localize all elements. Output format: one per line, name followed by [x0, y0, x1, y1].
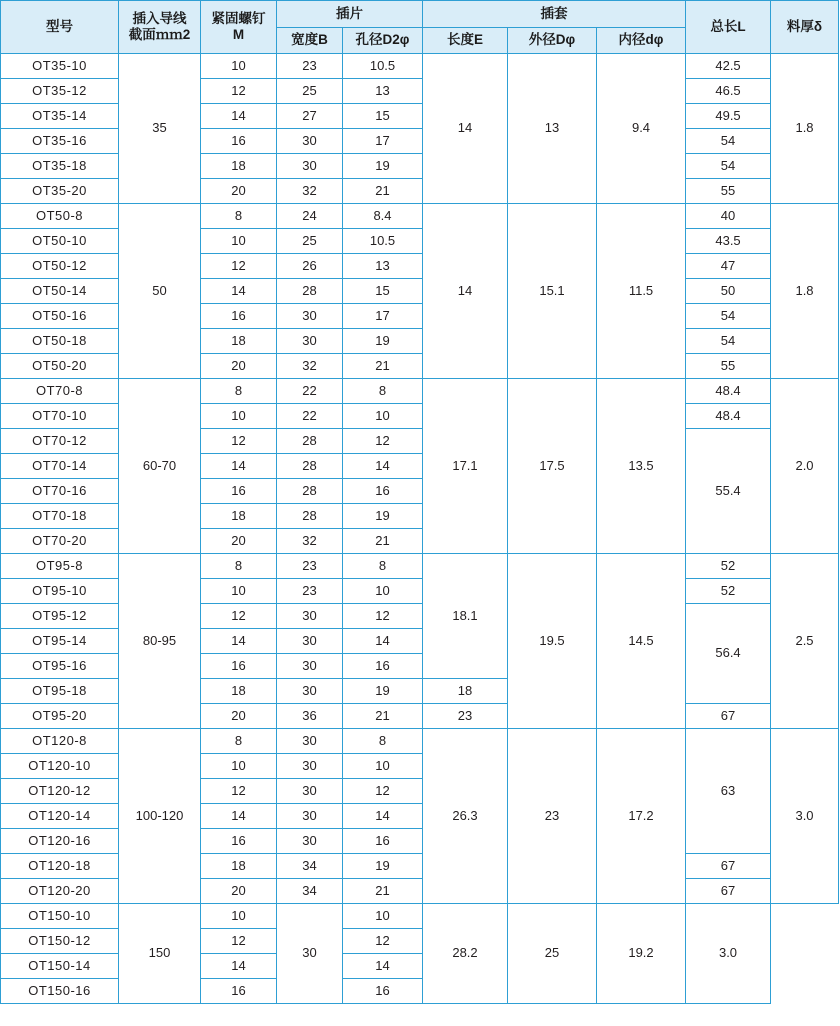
cell-blade-hole: 19 [343, 504, 423, 529]
cell-screw: 8 [201, 204, 277, 229]
cell-blade-width: 25 [277, 79, 343, 104]
cell-blade-hole: 14 [343, 629, 423, 654]
cell-thickness: 1.8 [771, 54, 839, 204]
cell-model: OT50-18 [1, 329, 119, 354]
cell-blade-width: 34 [277, 854, 343, 879]
cell-model: OT95-12 [1, 604, 119, 629]
cell-wire-section: 60-70 [119, 379, 201, 554]
cell-blade-width: 27 [277, 104, 343, 129]
cell-blade-width: 23 [277, 54, 343, 79]
cell-total-length: 67 [686, 854, 771, 879]
cell-blade-hole: 13 [343, 254, 423, 279]
cell-total-length: 46.5 [686, 79, 771, 104]
cell-blade-hole: 12 [343, 929, 423, 954]
cell-model: OT150-16 [1, 979, 119, 1004]
cell-screw: 16 [201, 979, 277, 1004]
cell-blade-hole: 10 [343, 904, 423, 929]
cell-total-length: 52 [686, 579, 771, 604]
cell-sleeve-id: 14.5 [597, 554, 686, 729]
cell-screw: 18 [201, 679, 277, 704]
cell-screw: 14 [201, 454, 277, 479]
cell-blade-hole: 17 [343, 304, 423, 329]
cell-total-length: 54 [686, 329, 771, 354]
cell-total-length: 47 [686, 254, 771, 279]
cell-total-length: 49.5 [686, 104, 771, 129]
cell-blade-hole: 13 [343, 79, 423, 104]
cell-blade-width: 32 [277, 354, 343, 379]
cell-blade-hole: 12 [343, 604, 423, 629]
cell-screw: 20 [201, 879, 277, 904]
cell-total-length: 54 [686, 154, 771, 179]
cell-model: OT120-8 [1, 729, 119, 754]
cell-model: OT70-16 [1, 479, 119, 504]
cell-sleeve-od: 17.5 [508, 379, 597, 554]
cell-model: OT35-16 [1, 129, 119, 154]
cell-screw: 16 [201, 654, 277, 679]
cell-model: OT150-14 [1, 954, 119, 979]
cell-sleeve-length: 26.3 [423, 729, 508, 904]
header-blade-group: 插片 [277, 1, 423, 28]
cell-wire-section: 100-120 [119, 729, 201, 904]
cell-blade-hole: 10 [343, 404, 423, 429]
cell-blade-width: 30 [277, 329, 343, 354]
cell-blade-width: 32 [277, 179, 343, 204]
cell-blade-hole: 19 [343, 329, 423, 354]
cell-screw: 10 [201, 754, 277, 779]
table-row [1, 379, 839, 404]
cell-wire-section: 35 [119, 54, 201, 204]
cell-blade-hole: 8 [343, 379, 423, 404]
cell-blade-width: 24 [277, 204, 343, 229]
cell-blade-width: 30 [277, 129, 343, 154]
header-blade-width: 宽度B [277, 27, 343, 54]
header-thickness: 料厚δ [771, 1, 839, 54]
header-blade-hole: 孔径D2φ [343, 27, 423, 54]
cell-wire-section: 80-95 [119, 554, 201, 729]
cell-blade-hole: 8 [343, 729, 423, 754]
cell-sleeve-id: 9.4 [597, 54, 686, 204]
cell-blade-hole: 21 [343, 529, 423, 554]
cell-sleeve-od: 13 [508, 54, 597, 204]
header-model: 型号 [1, 1, 119, 54]
cell-blade-width: 34 [277, 879, 343, 904]
cell-model: OT50-12 [1, 254, 119, 279]
cell-sleeve-length: 14 [423, 204, 508, 379]
cell-screw: 12 [201, 79, 277, 104]
cell-model: OT50-14 [1, 279, 119, 304]
cell-blade-hole: 21 [343, 354, 423, 379]
header-wire-section-line2: 截面ｍｍ2 [128, 27, 191, 42]
cell-thickness: 3.0 [771, 729, 839, 904]
cell-model: OT150-10 [1, 904, 119, 929]
cell-screw: 10 [201, 904, 277, 929]
cell-blade-hole: 14 [343, 954, 423, 979]
cell-total-length: 40 [686, 204, 771, 229]
cell-screw: 10 [201, 579, 277, 604]
cell-blade-width: 22 [277, 379, 343, 404]
cell-model: OT70-14 [1, 454, 119, 479]
cell-thickness: 2.5 [771, 554, 839, 729]
table-row [1, 904, 839, 929]
cell-total-length: 67 [686, 879, 771, 904]
cell-blade-width: 22 [277, 404, 343, 429]
cell-total-length: 50 [686, 279, 771, 304]
cell-model: OT120-12 [1, 779, 119, 804]
cell-blade-hole: 10.5 [343, 54, 423, 79]
header-sleeve-id: 内径dφ [597, 27, 686, 54]
cell-screw: 20 [201, 529, 277, 554]
cell-screw: 14 [201, 954, 277, 979]
cell-total-length: 55.4 [686, 429, 771, 554]
cell-model: OT95-16 [1, 654, 119, 679]
cell-screw: 18 [201, 329, 277, 354]
cell-model: OT50-20 [1, 354, 119, 379]
header-screw [201, 1, 277, 54]
cell-total-length: 48.4 [686, 379, 771, 404]
cell-blade-hole: 16 [343, 479, 423, 504]
cell-model: OT95-18 [1, 679, 119, 704]
cell-screw: 12 [201, 254, 277, 279]
cell-screw: 20 [201, 179, 277, 204]
cell-total-length: 42.5 [686, 54, 771, 79]
cell-blade-width: 30 [277, 729, 343, 754]
cell-thickness: 2.0 [771, 379, 839, 554]
cell-blade-width: 32 [277, 529, 343, 554]
header-row-top [1, 1, 839, 28]
cell-total-length: 63 [686, 729, 771, 854]
cell-blade-width: 28 [277, 479, 343, 504]
cell-model: OT70-10 [1, 404, 119, 429]
cell-sleeve-id: 19.2 [597, 904, 686, 1004]
cell-sleeve-od: 25 [508, 904, 597, 1004]
cell-blade-hole: 16 [343, 654, 423, 679]
cell-blade-width: 28 [277, 454, 343, 479]
cell-screw: 20 [201, 354, 277, 379]
cell-screw: 8 [201, 729, 277, 754]
cell-blade-width: 23 [277, 579, 343, 604]
cell-blade-width: 30 [277, 304, 343, 329]
cell-model: OT120-14 [1, 804, 119, 829]
cell-blade-width: 30 [277, 679, 343, 704]
cell-blade-hole: 14 [343, 804, 423, 829]
cell-screw: 16 [201, 129, 277, 154]
header-wire-section-line1: 插入导线 [132, 11, 187, 27]
cell-sleeve-od: 15.1 [508, 204, 597, 379]
cell-sleeve-length: 23 [423, 704, 508, 729]
cell-sleeve-length: 18 [423, 679, 508, 704]
cell-model: OT35-12 [1, 79, 119, 104]
cell-screw: 20 [201, 704, 277, 729]
cell-wire-section: 150 [119, 904, 201, 1004]
cell-screw: 10 [201, 229, 277, 254]
cell-model: OT95-20 [1, 704, 119, 729]
cell-model: OT50-10 [1, 229, 119, 254]
cell-sleeve-length: 28.2 [423, 904, 508, 1004]
cell-blade-hole: 19 [343, 154, 423, 179]
header-sleeve-length: 长度E [423, 27, 508, 54]
cell-screw: 12 [201, 604, 277, 629]
cell-blade-hole: 16 [343, 829, 423, 854]
cell-total-length: 67 [686, 704, 771, 729]
cell-model: OT150-12 [1, 929, 119, 954]
table-row [1, 204, 839, 229]
cell-blade-hole: 10.5 [343, 229, 423, 254]
cell-blade-hole: 19 [343, 854, 423, 879]
cell-screw: 10 [201, 54, 277, 79]
cell-sleeve-length: 14 [423, 54, 508, 204]
cell-blade-width: 30 [277, 904, 343, 1004]
cell-wire-section: 50 [119, 204, 201, 379]
cell-blade-width: 30 [277, 779, 343, 804]
cell-sleeve-length: 18.1 [423, 554, 508, 679]
cell-screw: 18 [201, 154, 277, 179]
cell-screw: 14 [201, 104, 277, 129]
header-screw-line1: 紧固螺钉 [211, 11, 266, 27]
cell-model: OT120-18 [1, 854, 119, 879]
cell-blade-width: 26 [277, 254, 343, 279]
cell-blade-hole: 21 [343, 879, 423, 904]
cell-sleeve-id: 17.2 [597, 729, 686, 904]
cell-model: OT120-16 [1, 829, 119, 854]
table-row [1, 729, 839, 754]
cell-blade-width: 23 [277, 554, 343, 579]
cell-blade-hole: 19 [343, 679, 423, 704]
cell-model: OT50-8 [1, 204, 119, 229]
cell-total-length: 56.4 [686, 604, 771, 704]
table-row [1, 54, 839, 79]
cell-blade-width: 30 [277, 629, 343, 654]
cell-screw: 14 [201, 279, 277, 304]
cell-screw: 18 [201, 854, 277, 879]
cell-screw: 18 [201, 504, 277, 529]
cell-screw: 12 [201, 429, 277, 454]
cell-model: OT95-10 [1, 579, 119, 604]
header-sleeve-od: 外径Dφ [508, 27, 597, 54]
cell-blade-hole: 10 [343, 579, 423, 604]
cell-screw: 8 [201, 554, 277, 579]
cell-total-length: 55 [686, 354, 771, 379]
cell-blade-width: 30 [277, 754, 343, 779]
cell-blade-hole: 12 [343, 779, 423, 804]
cell-blade-width: 30 [277, 154, 343, 179]
cell-blade-width: 28 [277, 504, 343, 529]
cell-model: OT35-20 [1, 179, 119, 204]
header-total-length: 总长L [686, 1, 771, 54]
cell-model: OT95-14 [1, 629, 119, 654]
cell-screw: 14 [201, 804, 277, 829]
cell-model: OT70-12 [1, 429, 119, 454]
cell-blade-width: 25 [277, 229, 343, 254]
cell-blade-width: 28 [277, 279, 343, 304]
cell-model: OT120-20 [1, 879, 119, 904]
cell-blade-hole: 15 [343, 279, 423, 304]
table-row [1, 554, 839, 579]
cell-sleeve-od: 19.5 [508, 554, 597, 729]
cell-screw: 16 [201, 304, 277, 329]
cell-blade-width: 36 [277, 704, 343, 729]
cell-blade-hole: 10 [343, 754, 423, 779]
cell-blade-hole: 15 [343, 104, 423, 129]
cell-blade-width: 30 [277, 604, 343, 629]
cell-model: OT70-18 [1, 504, 119, 529]
cell-total-length: 55 [686, 179, 771, 204]
cell-blade-hole: 21 [343, 704, 423, 729]
cell-blade-width: 30 [277, 654, 343, 679]
cell-screw: 10 [201, 404, 277, 429]
cell-model: OT70-20 [1, 529, 119, 554]
cell-blade-hole: 12 [343, 429, 423, 454]
cell-blade-hole: 8 [343, 554, 423, 579]
cell-screw: 8 [201, 379, 277, 404]
cell-blade-hole: 14 [343, 454, 423, 479]
cell-total-length: 48.4 [686, 404, 771, 429]
cell-model: OT95-8 [1, 554, 119, 579]
cell-screw: 14 [201, 629, 277, 654]
cell-model: OT70-8 [1, 379, 119, 404]
cell-model: OT35-10 [1, 54, 119, 79]
cell-total-length: 54 [686, 129, 771, 154]
header-wire-section [119, 1, 201, 54]
table-header [1, 1, 839, 54]
header-sleeve-group: 插套 [423, 1, 686, 28]
cell-blade-hole: 21 [343, 179, 423, 204]
cell-screw: 16 [201, 829, 277, 854]
cell-blade-width: 28 [277, 429, 343, 454]
cell-blade-width: 30 [277, 829, 343, 854]
header-screw-line2: M [232, 27, 245, 42]
cell-model: OT120-10 [1, 754, 119, 779]
cell-model: OT35-18 [1, 154, 119, 179]
cell-screw: 12 [201, 929, 277, 954]
cell-blade-width: 30 [277, 804, 343, 829]
cell-thickness: 1.8 [771, 204, 839, 379]
cell-model: OT35-14 [1, 104, 119, 129]
cell-blade-hole: 17 [343, 129, 423, 154]
cell-sleeve-id: 11.5 [597, 204, 686, 379]
cell-sleeve-od: 23 [508, 729, 597, 904]
cell-screw: 16 [201, 479, 277, 504]
cell-thickness: 3.0 [686, 904, 771, 1004]
cell-model: OT50-16 [1, 304, 119, 329]
cell-total-length: 54 [686, 304, 771, 329]
cell-sleeve-id: 13.5 [597, 379, 686, 554]
cell-blade-hole: 8.4 [343, 204, 423, 229]
cell-blade-hole: 16 [343, 979, 423, 1004]
cell-screw: 12 [201, 779, 277, 804]
cell-total-length: 52 [686, 554, 771, 579]
cell-total-length: 43.5 [686, 229, 771, 254]
cell-sleeve-length: 17.1 [423, 379, 508, 554]
table-body [1, 54, 839, 1004]
